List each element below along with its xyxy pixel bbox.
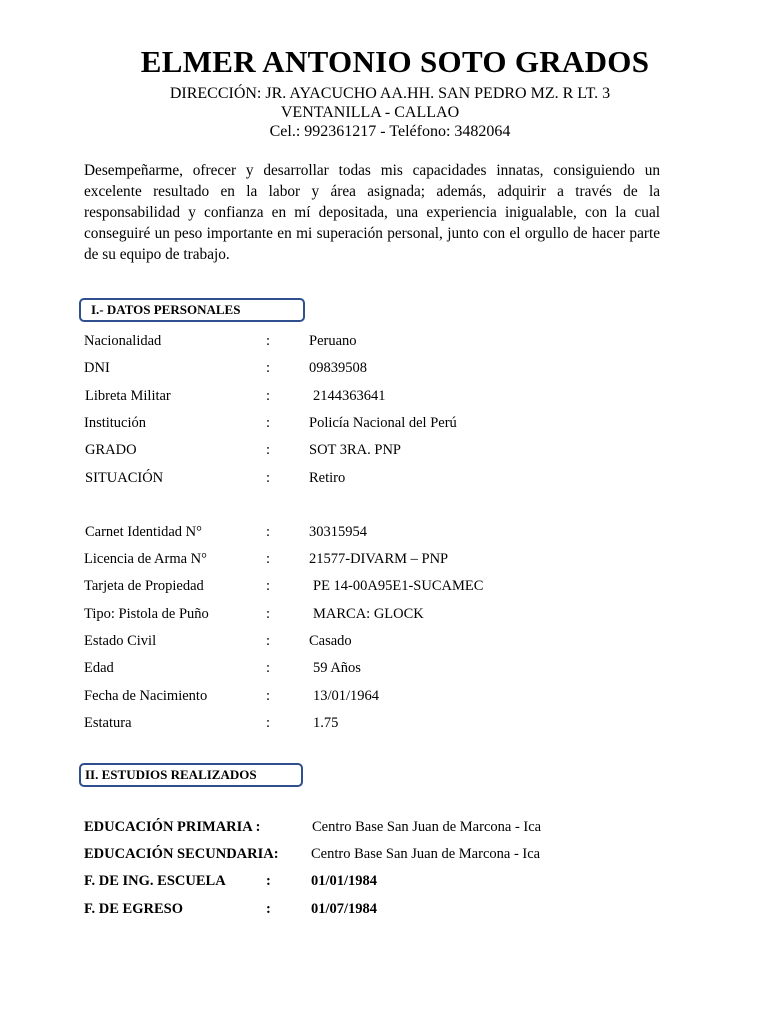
contact-line: Cel.: 992361217 - Teléfono: 3482064 <box>269 123 511 140</box>
personal-row <box>0 578 768 598</box>
row-label: Libreta Militar <box>85 388 171 404</box>
row-separator: : <box>266 578 271 594</box>
row-label: Licencia de Arma N° <box>84 551 207 567</box>
row-separator: : <box>266 633 271 649</box>
row-value: Peruano <box>309 333 357 349</box>
education-row <box>0 873 768 893</box>
personal-row <box>0 551 768 571</box>
education-separator: : <box>266 873 271 889</box>
education-row <box>0 901 768 921</box>
personal-row <box>0 688 768 708</box>
education-value: Centro Base San Juan de Marcona - Ica <box>312 819 542 835</box>
section-title-personal: I.- DATOS PERSONALES <box>79 298 305 322</box>
row-value: 30315954 <box>309 524 367 540</box>
personal-row <box>0 633 768 653</box>
row-label: Tipo: Pistola de Puño <box>84 606 209 622</box>
row-value: 1.75 <box>313 715 339 731</box>
row-label: Institución <box>84 415 147 431</box>
education-label: F. DE ING. ESCUELA <box>84 873 226 889</box>
personal-row <box>0 715 768 735</box>
education-value: 01/07/1984 <box>311 901 378 917</box>
personal-row <box>0 606 768 626</box>
row-label: Estatura <box>84 715 132 731</box>
personal-row <box>0 360 768 380</box>
row-separator: : <box>266 688 271 704</box>
row-value: SOT 3RA. PNP <box>309 442 401 458</box>
row-value: MARCA: GLOCK <box>313 606 424 622</box>
personal-row <box>0 333 768 353</box>
row-separator: : <box>266 660 271 676</box>
row-label: Estado Civil <box>84 633 157 649</box>
row-value: 09839508 <box>309 360 367 376</box>
personal-row <box>0 524 768 544</box>
education-label: F. DE EGRESO <box>84 901 183 917</box>
education-row <box>0 819 768 839</box>
candidate-name: ELMER ANTONIO SOTO GRADOS <box>140 44 650 79</box>
education-value: 01/01/1984 <box>311 873 378 889</box>
personal-row <box>0 442 768 462</box>
row-value: 21577-DIVARM – PNP <box>309 551 449 567</box>
address-line-2: VENTANILLA - CALLAO <box>280 104 460 121</box>
row-separator: : <box>266 524 271 540</box>
address-line-1: DIRECCIÓN: JR. AYACUCHO AA.HH. SAN PEDRO MZ. R LT. 3 <box>169 85 611 102</box>
row-separator: : <box>266 551 271 567</box>
row-separator: : <box>266 442 271 458</box>
row-separator: : <box>266 606 271 622</box>
section-title-education: II. ESTUDIOS REALIZADOS <box>79 763 303 787</box>
personal-row <box>0 388 768 408</box>
row-separator: : <box>266 333 271 349</box>
row-separator: : <box>266 388 271 404</box>
education-separator: : <box>266 901 271 917</box>
row-label: DNI <box>84 360 110 376</box>
row-value: Casado <box>309 633 352 649</box>
row-label: Nacionalidad <box>84 333 162 349</box>
row-label: SITUACIÓN <box>85 470 164 486</box>
personal-row <box>0 415 768 435</box>
row-value: 59 Años <box>313 660 361 676</box>
personal-row <box>0 470 768 490</box>
row-separator: : <box>266 415 271 431</box>
row-label: Tarjeta de Propiedad <box>84 578 204 594</box>
objective-paragraph: Desempeñarme, ofrecer y desarrollar todas mis capacidades innatas, consiguiendo un excelente resultado en la labor y área asignada; además, adquirir a través de la responsabilidad y confianza en mí depositada, una experiencia inigualable, con la cual conseguiré un peso importante en mi superación personal, junto con el orgullo de hacer parte de su equipo de trabajo. <box>84 162 660 263</box>
row-value: 13/01/1964 <box>313 688 380 704</box>
row-label: GRADO <box>85 442 137 458</box>
row-label: Carnet Identidad N° <box>85 524 202 540</box>
row-label: Edad <box>84 660 114 676</box>
row-value: Policía Nacional del Perú <box>309 415 457 431</box>
row-label: Fecha de Nacimiento <box>84 688 208 704</box>
education-row <box>0 846 768 866</box>
personal-row <box>0 660 768 680</box>
education-label: EDUCACIÓN SECUNDARIA: <box>84 846 279 862</box>
row-separator: : <box>266 360 271 376</box>
row-separator: : <box>266 470 271 486</box>
row-value: 2144363641 <box>313 388 386 404</box>
education-label: EDUCACIÓN PRIMARIA : <box>84 819 261 835</box>
row-separator: : <box>266 715 271 731</box>
education-value: Centro Base San Juan de Marcona - Ica <box>311 846 541 862</box>
row-value: Retiro <box>309 470 346 486</box>
row-value: PE 14-00A95E1-SUCAMEC <box>313 578 484 594</box>
